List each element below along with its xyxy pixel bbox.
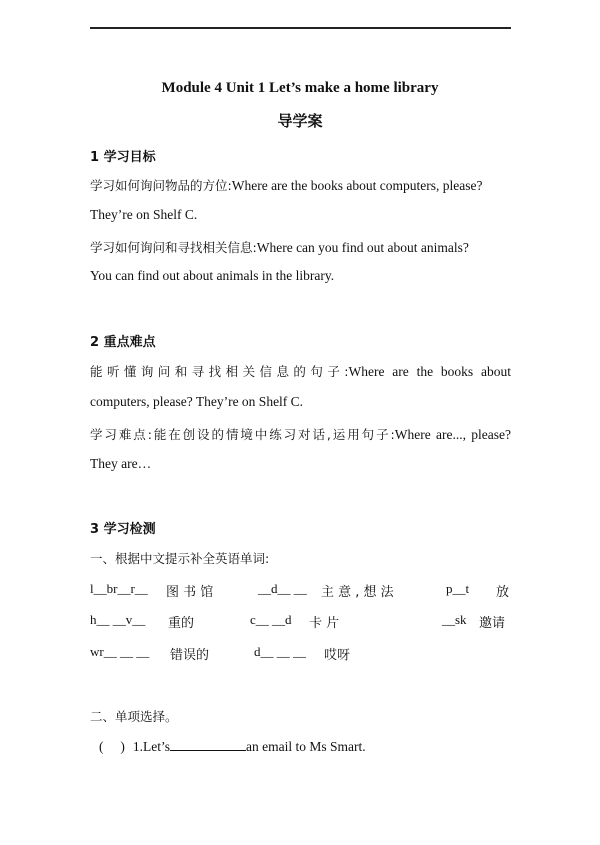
section-2-line-4: They are… bbox=[90, 456, 152, 471]
question-1-paren: ( ) bbox=[99, 739, 125, 754]
section-2-line-2: computers, please? They’re on Shelf C. bbox=[90, 394, 304, 409]
word-item: h__ __v__ bbox=[90, 612, 146, 627]
word-meaning: 错误的 bbox=[170, 648, 210, 663]
word-item: c__ __d bbox=[250, 612, 292, 627]
section-1-line-3-zh: 学习如何询问和寻找相关信息: bbox=[90, 240, 257, 255]
question-1 bbox=[99, 738, 366, 755]
word-item: wr__ __ __ bbox=[90, 644, 150, 659]
section-2-line-1-en: Where are the books about bbox=[348, 364, 511, 379]
section-2-line-1-zh: 能听懂询问和寻找相关信息的句子: bbox=[90, 364, 349, 379]
header-rule bbox=[90, 27, 511, 29]
page-title: Module 4 Unit 1 Let’s make a home library bbox=[161, 80, 439, 96]
word-meaning: 主 意 , 想 法 bbox=[321, 585, 394, 600]
word-item: __sk bbox=[442, 612, 467, 627]
section-1-line-1-zh: 学习如何询问物品的方位: bbox=[90, 178, 232, 193]
section-1-line-1-en: Where are the books about computers, please? bbox=[231, 178, 483, 193]
word-item: __d__ __ bbox=[258, 581, 307, 596]
page-subtitle: 导学案 bbox=[277, 112, 323, 130]
section-1-line-3-en: Where can you find out about animals? bbox=[256, 240, 469, 255]
word-meaning: 邀请 bbox=[479, 616, 506, 631]
question-1-prefix: 1.Let’s bbox=[132, 739, 170, 754]
part-2-instruction: 二、单项选择。 bbox=[90, 709, 178, 724]
section-2-line-3 bbox=[90, 425, 511, 443]
word-meaning: 卡 片 bbox=[309, 616, 340, 631]
section-1-line-1 bbox=[90, 176, 483, 194]
question-1-blank[interactable] bbox=[170, 738, 246, 751]
word-item: p__t bbox=[446, 581, 470, 596]
word-item: l__br__r__ bbox=[90, 581, 148, 596]
section-1-line-3 bbox=[90, 238, 469, 256]
word-meaning: 放 bbox=[496, 585, 510, 600]
section-2-line-1 bbox=[90, 362, 511, 380]
section-3-heading: 3 学习检测 bbox=[90, 522, 156, 537]
question-1-suffix: an email to Ms Smart. bbox=[246, 739, 366, 754]
section-2-heading: 2 重点难点 bbox=[90, 335, 156, 350]
section-2-line-3-en: Where are..., please? bbox=[394, 427, 511, 442]
word-item: d__ __ __ bbox=[254, 644, 306, 659]
word-meaning: 哎呀 bbox=[324, 648, 351, 663]
part-1-instruction: 一、根据中文提示补全英语单词: bbox=[90, 551, 270, 566]
section-2-line-3-zh: 学习难点:能在创设的情境中练习对话,运用句子: bbox=[90, 427, 395, 442]
section-1-heading: 1 学习目标 bbox=[90, 150, 156, 165]
section-1-line-2: They’re on Shelf C. bbox=[90, 207, 198, 222]
section-1-line-4: You can find out about animals in the library. bbox=[90, 268, 335, 283]
word-meaning: 重的 bbox=[168, 616, 195, 631]
word-meaning: 图 书 馆 bbox=[166, 585, 214, 600]
